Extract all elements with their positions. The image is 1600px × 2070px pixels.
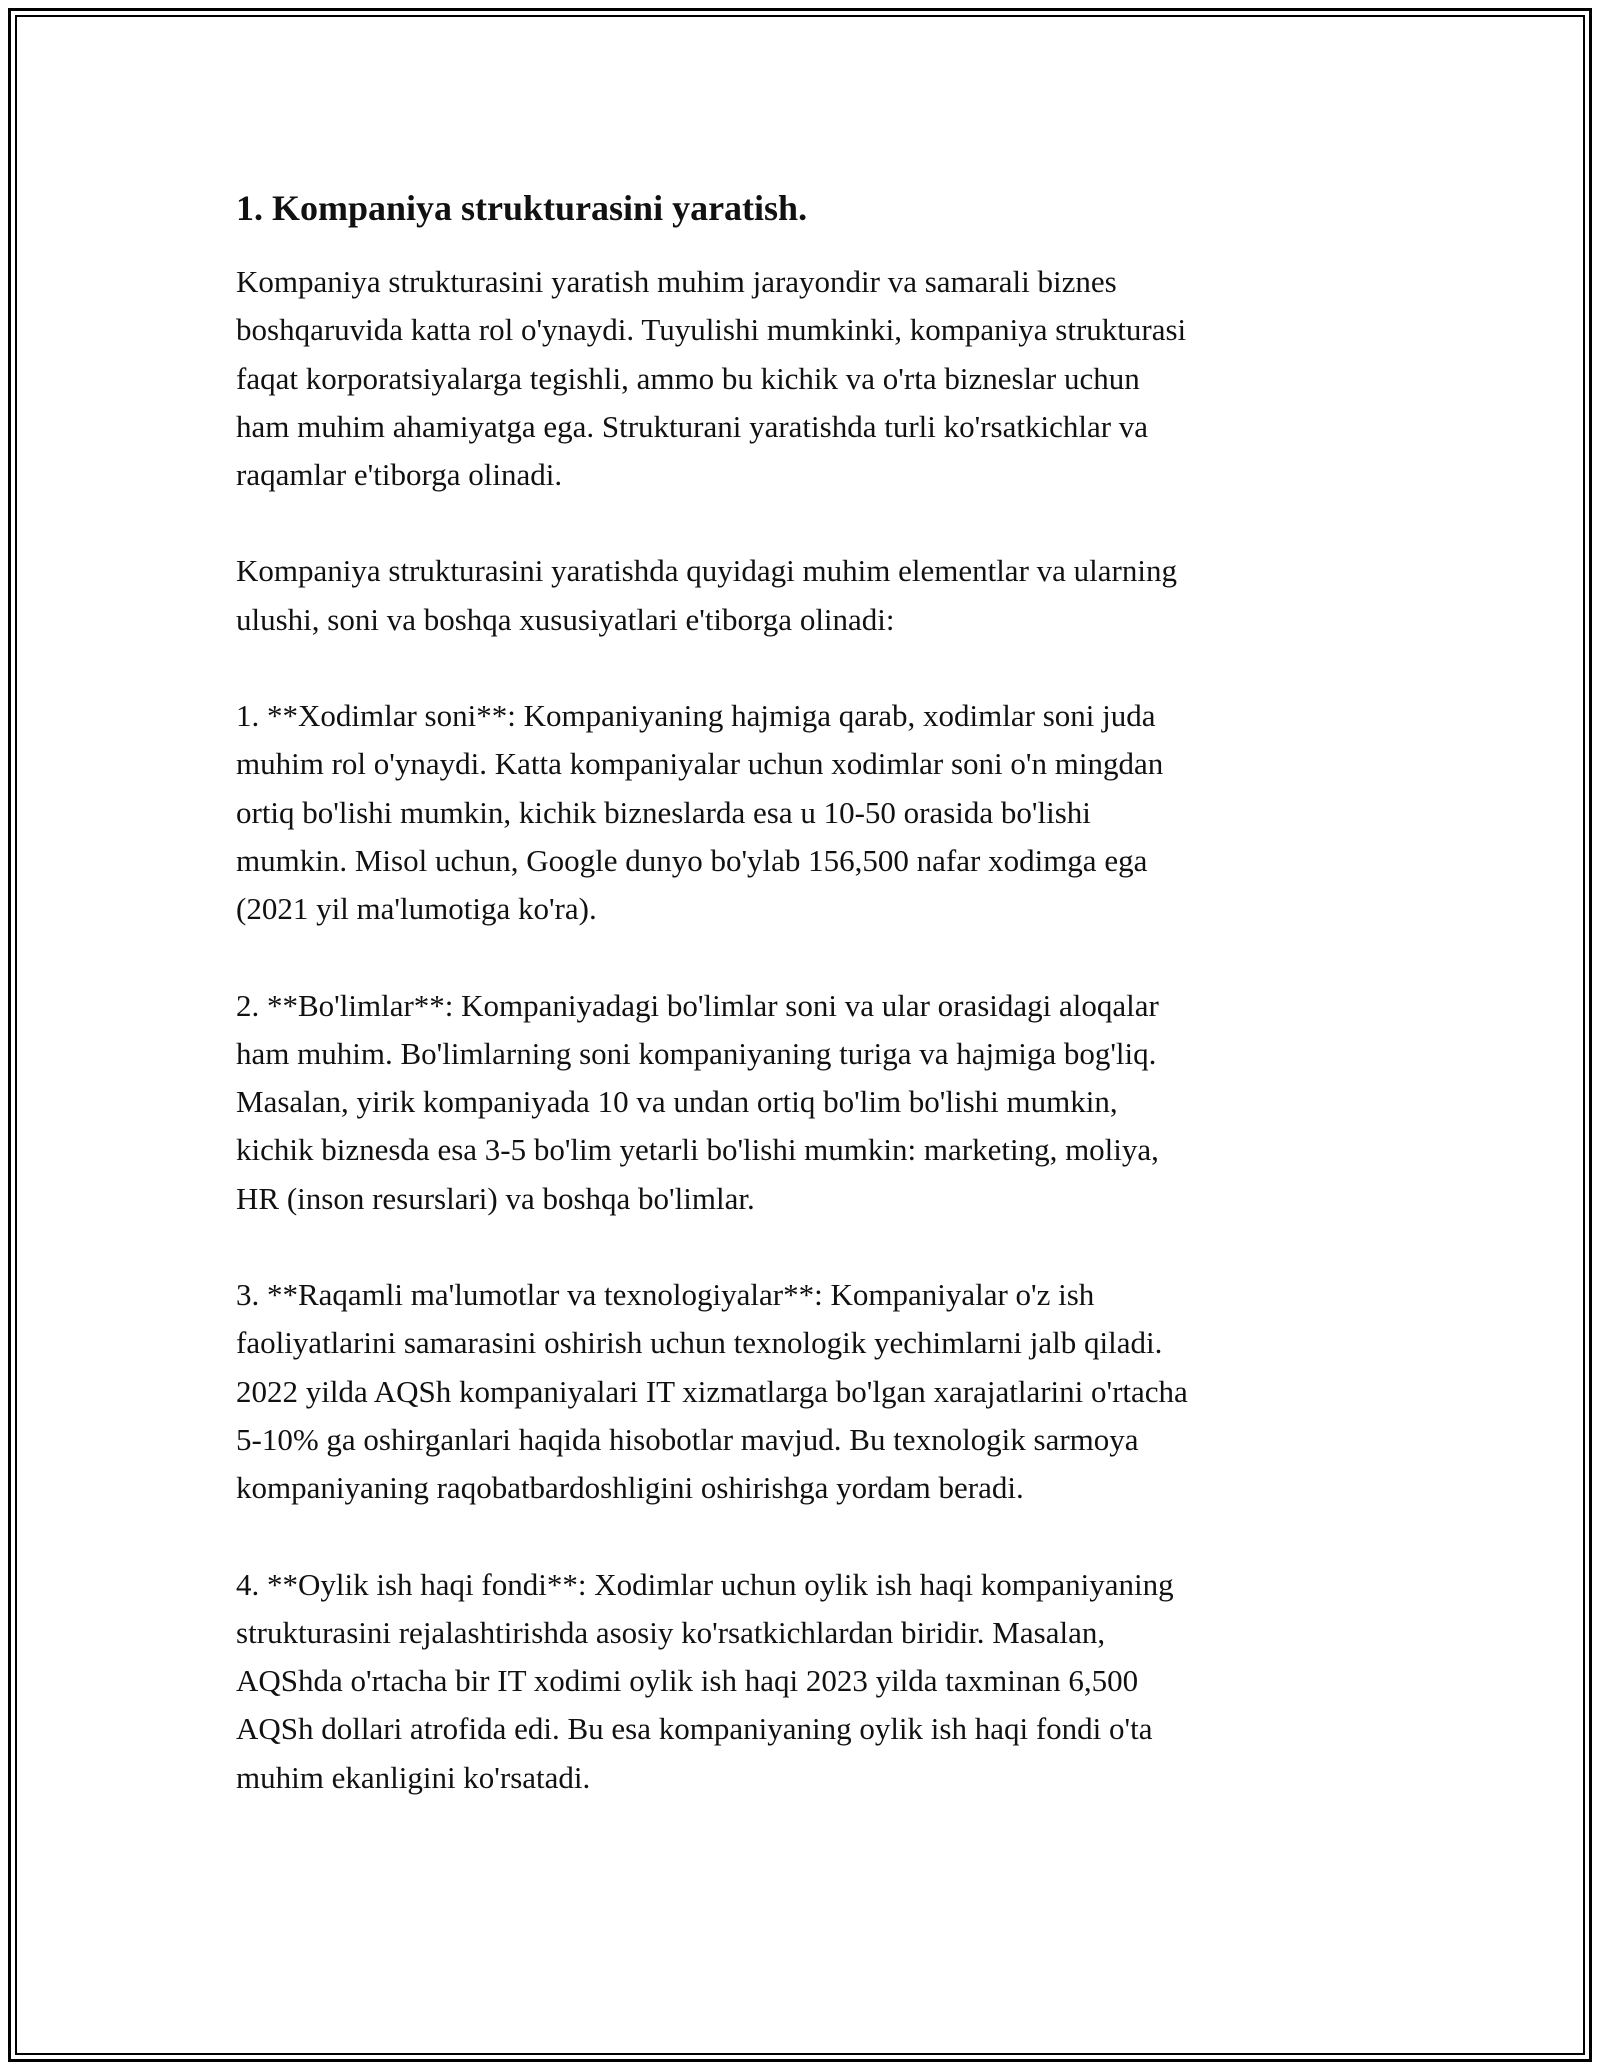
list-item-technology: 3. **Raqamli ma'lumotlar va texnologiyalar**: Kompaniyalar o'z ish faoliyatlarini samarasini oshirish uchun texnologik yechimlarni jalb qiladi. 2022 yilda AQSh kompaniyalari IT xizmatlarga bo'lgan xarajatlarini o'rtacha 5-10% ga oshirganlari haqida hisobotlar mavjud. Bu texnologik sarmoya kompaniyaning raqobatbardoshligini oshirishga yordam beradi. (236, 1277, 1188, 1506)
list-item-departments: 2. **Bo'limlar**: Kompaniyadagi bo'limlar soni va ular orasidagi aloqalar ham muhim. Bo'limlarning soni kompaniyaning turiga va hajmiga bog'liq. Masalan, yirik kompaniyada 10 va undan ortiq bo'lim bo'lishi mumkin, kichik biznesda esa 3-5 bo'lim yetarli bo'lishi mumkin: marketing, moliya, HR (inson resurslari) va boshqa bo'limlar. (236, 987, 1159, 1216)
document-body (236, 184, 1376, 1850)
document-title: 1. Kompaniya strukturasini yaratish. (236, 188, 808, 228)
list-item-employees: 1. **Xodimlar soni**: Kompaniyaning hajmiga qarab, xodimlar soni juda muhim rol o'ynaydi. Katta kompaniyalar uchun xodimlar soni o'n mingdan ortiq bo'lishi mumkin, kichik bizneslarda esa u 10-50 orasida bo'lishi mumkin. Misol uchun, Google dunyo bo'ylab 156,500 nafar xodimga ega (2021 yil ma'lumotiga ko'ra). (236, 698, 1164, 927)
list-item-payroll: 4. **Oylik ish haqi fondi**: Xodimlar uchun oylik ish haqi kompaniyaning strukturasini rejalashtirishda asosiy ko'rsatkichlardan biridir. Masalan, AQShda o'rtacha bir IT xodimi oylik ish haqi 2023 yilda taxminan 6,500 AQSh dollari atrofida edi. Bu esa kompaniyaning oylik ish haqi fondi o'ta muhim ekanligini ko'rsatadi. (236, 1566, 1174, 1795)
intro-paragraph: Kompaniya strukturasini yaratish muhim jarayondir va samarali biznes boshqaruvida katta rol o'ynaydi. Tuyulishi mumkinki, kompaniya strukturasi faqat korporatsiyalarga tegishli, ammo bu kichik va o'rta bizneslar uchun ham muhim ahamiyatga ega. Strukturani yaratishda turli ko'rsatkichlar va raqamlar e'tiborga olinadi. (236, 264, 1187, 493)
elements-intro-paragraph: Kompaniya strukturasini yaratishda quyidagi muhim elementlar va ularning ulushi, soni va boshqa xususiyatlari e'tiborga olinadi: (236, 553, 1177, 637)
